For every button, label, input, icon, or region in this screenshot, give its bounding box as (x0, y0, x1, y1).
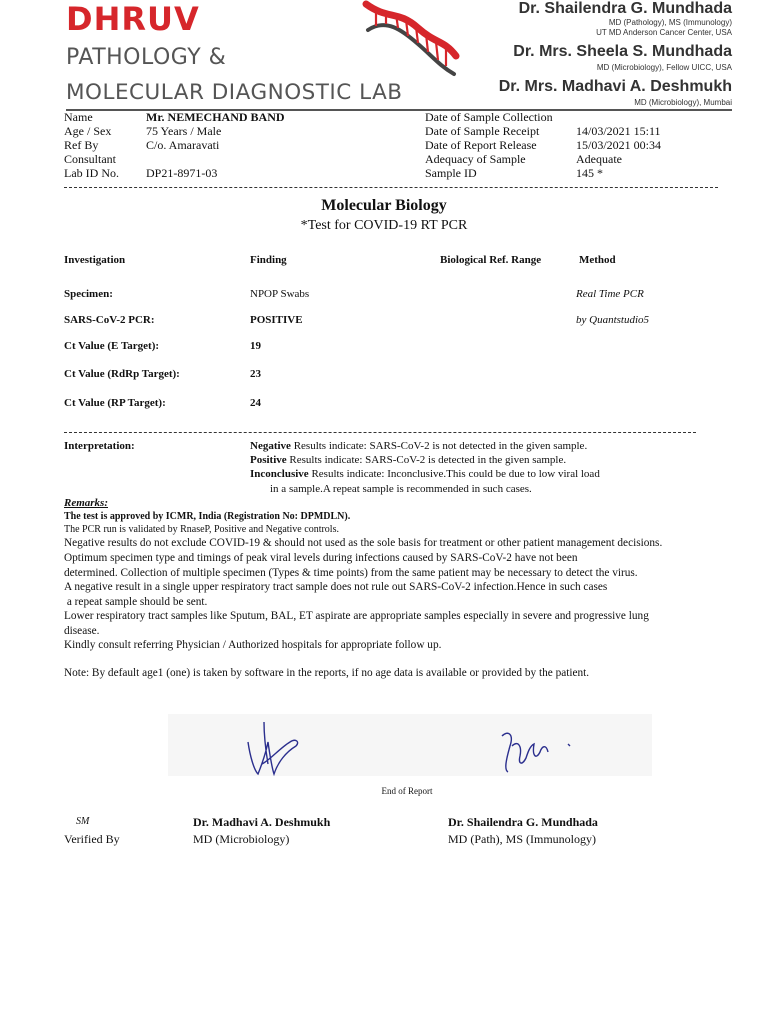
signatory-2-name: Dr. Shailendra G. Mundhada (448, 815, 598, 829)
adequacy-label: Adequacy of Sample (425, 152, 526, 166)
col-investigation: Investigation (64, 254, 126, 266)
row-finding: NPOP Swabs (250, 288, 310, 300)
sampleid-value: 145 * (576, 166, 603, 180)
ref-value: C/o. Amaravati (146, 138, 220, 152)
doctor-qual-1a: MD (Pathology), MS (Immunology) (608, 18, 732, 27)
sampleid-label: Sample ID (425, 166, 477, 180)
interpretation-label: Interpretation: (64, 440, 135, 452)
row-investigation: Ct Value (RP Target): (64, 397, 166, 409)
signatory-1-name: Dr. Madhavi A. Deshmukh (193, 815, 331, 829)
labid-value: DP21-8971-03 (146, 166, 218, 180)
patient-divider (64, 187, 718, 188)
remarks-line: Kindly consult referring Physician / Authorized hospitals for appropriate follow up. (64, 639, 442, 651)
patient-name: Mr. NEMECHAND BAND (146, 110, 285, 124)
consultant-label: Consultant (64, 152, 117, 166)
interp-text: Results indicate: Inconclusive.This could be due to low viral load (308, 468, 600, 480)
receipt-label: Date of Sample Receipt (425, 124, 540, 138)
remarks-note: Note: By default age1 (one) is taken by software in the reports, if no age data is available or provided by the patient. (64, 667, 590, 679)
remarks-line: Optimum specimen type and timings of peak viral levels during infections caused by SARS-CoV-2 have not been (64, 552, 578, 564)
row-finding: 23 (250, 368, 261, 380)
remarks-line: A negative result in a single upper respiratory tract sample does not rule out SARS-CoV-2 infection.Hence in such cases (64, 581, 608, 593)
remarks-validation: The PCR run is validated by RnaseP, Positive and Negative controls. (64, 524, 339, 535)
name-label: Name (64, 110, 93, 124)
row-investigation: Ct Value (RdRp Target): (64, 368, 180, 380)
table-divider (64, 432, 696, 433)
patient-age: 75 Years / Male (146, 124, 222, 138)
remarks-line: determined. Collection of multiple specimen (Types & time points) from the same patient may be necessary to detect the virus. (64, 567, 638, 579)
interp-term: Negative (250, 440, 291, 452)
age-label: Age / Sex (64, 124, 112, 138)
doctor-name-1: Dr. Shailendra G. Mundhada (518, 0, 732, 17)
interp-negative (250, 440, 587, 452)
signatory-1-qual: MD (Microbiology) (193, 832, 290, 846)
signatory-2-qual: MD (Path), MS (Immunology) (448, 832, 596, 846)
row-finding-result: POSITIVE (250, 314, 303, 326)
interp-text: Results indicate: SARS-CoV-2 is not detected in the given sample. (290, 440, 588, 452)
signature-icon (240, 712, 302, 778)
ref-label: Ref By (64, 138, 99, 152)
doctor-qual-1b: UT MD Anderson Cancer Center, USA (596, 28, 732, 37)
interp-term: Inconclusive (250, 468, 309, 480)
row-finding: 24 (250, 397, 261, 409)
doctor-qual-3: MD (Microbiology), Mumbai (634, 98, 732, 107)
interp-text: Results indicate: SARS-CoV-2 is detected in the given sample. (286, 454, 567, 466)
doctor-qual-2: MD (Microbiology), Fellow UICC, USA (596, 63, 732, 72)
remarks-line: Negative results do not exclude COVID-19 & should not used as the sole basis for treatment or other patient management decisions. (64, 537, 663, 549)
collection-label: Date of Sample Collection (425, 110, 553, 124)
dna-helix-icon (358, 0, 462, 82)
interp-positive (250, 454, 566, 466)
col-finding: Finding (250, 254, 287, 266)
interp-inconclusive-cont: in a sample.A repeat sample is recommended in such cases. (270, 483, 532, 495)
receipt-value: 14/03/2021 15:11 (576, 124, 661, 138)
remarks-line: Lower respiratory tract samples like Sputum, BAL, ET aspirate are appropriate samples especially in severe and progressive lung (64, 610, 649, 622)
verifier-initials: SM (76, 816, 90, 827)
test-title: *Test for COVID-19 RT PCR (300, 218, 468, 233)
col-method: Method (579, 254, 616, 266)
lab-logo-title: DHRUV (66, 0, 200, 38)
remarks-line: a repeat sample should be sent. (64, 596, 208, 608)
section-title: Molecular Biology (321, 197, 447, 214)
doctor-name-2: Dr. Mrs. Sheela S. Mundhada (513, 43, 732, 60)
labid-label: Lab ID No. (64, 166, 119, 180)
col-ref-range: Biological Ref. Range (440, 254, 542, 266)
verified-by-label: Verified By (64, 832, 120, 846)
doctor-name-3: Dr. Mrs. Madhavi A. Deshmukh (498, 78, 732, 95)
release-label: Date of Report Release (425, 138, 537, 152)
end-of-report: End of Report (381, 786, 433, 796)
row-method: by Quantstudio5 (576, 314, 650, 326)
row-method: Real Time PCR (576, 288, 644, 300)
interp-inconclusive (250, 468, 600, 480)
release-value: 15/03/2021 00:34 (576, 138, 662, 152)
row-finding: 19 (250, 340, 261, 352)
adequacy-value: Adequate (576, 152, 622, 166)
row-investigation: Ct Value (E Target): (64, 340, 160, 352)
lab-logo-subtitle-2: MOLECULAR DIAGNOSTIC LAB (66, 80, 403, 105)
remarks-title: Remarks: (64, 497, 108, 509)
row-investigation: SARS-CoV-2 PCR: (64, 314, 155, 326)
lab-logo-subtitle-1: PATHOLOGY & (66, 45, 227, 70)
remarks-approval: The test is approved by ICMR, India (Registration No: DPMDLN). (64, 511, 351, 522)
interp-term: Positive (250, 454, 287, 466)
row-investigation: Specimen: (64, 288, 113, 300)
signature-icon (492, 716, 576, 776)
remarks-line: disease. (64, 625, 100, 637)
